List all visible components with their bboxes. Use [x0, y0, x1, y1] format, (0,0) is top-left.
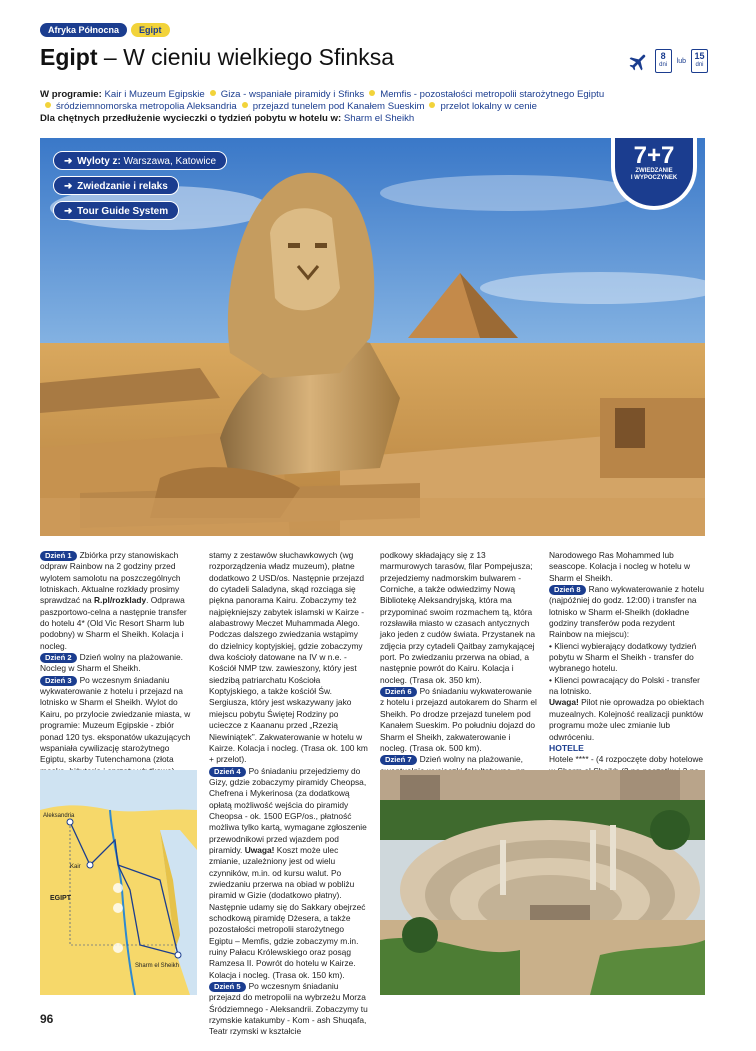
day-1-text: Dzień 1 Zbiórka przy stanowiskach odpraw Rainbow na 2 godziny przed wylotem samolotu na poszczególnych lotniskach. Aktualne rozkłady prosimy sprawdzać na R.pl/rozklady. Odprawa paszportowo-celna a następnie transfer do hotelu 4* (Old Vic Resort Sharm lub podobny) w Sharm el Sheikh. Kolacja i nocleg. [40, 550, 187, 651]
breadcrumb-region[interactable]: Afryka Północna [40, 23, 127, 37]
day-4-text: Dzień 4 Po śniadaniu przejedziemy do Gizy, gdzie zobaczymy piramidy Cheopsa, Chefrena i Mykerinosa (za dodatkową opłatą możliwość wejścia do piramidy Cheopsa - ok. 1500 EGP/os., płatność możliwa tylko kartą, wymagane zgłoszenie przewodnikowi przed wjazdem pod piramidy. Uwaga! Koszt może ulec zmianie, uzależniony jest od wielu czynników, m.in. od kursu walut. Po zwiedzaniu przerwa na obiad w pobliżu piramid w Gizie (dodatkowo płatny). Następnie udamy się do Sakkary obejrzeć schodkową piramidę Dżesera, a także pozostałości metropolii starożytnego Egiptu – Memfis, gdzie zobaczymy m.in. ruiny Pałacu Królewskiego oraz posąg Ramzesa II. Powrót do hotelu w Kairze. Kolacja i nocleg. (Trasa ok. 150 km). [209, 765, 367, 980]
route-map [40, 770, 197, 995]
page-title [40, 44, 394, 71]
program-item: śródziemnomorska metropolia Aleksandria [56, 101, 237, 113]
breadcrumb [40, 23, 170, 37]
note-text: Uwaga! Pilot nie oprowadza po obiektach muzealnych. Kolejność realizacji punktów programu może ulec zmianie lub odwróceniu. [549, 697, 705, 742]
program-item: Kair i Muzeum Egipskie [104, 89, 205, 100]
day-5-continued: podkowy składający się z 13 marmurowych tarasów, filar Pompejusza; przejedziemy nadmorskim bulwarem - Corniche, a także odwiedzimy Nową Bibliotekę Aleksandryjską, która ma przypominać swoim rozmachem tą, która rozsławiła miasto w czasach antycznych jako jeden z cudów świata. Przystanek na zdjęcia przy cytadeli Qaitbay zamykającej port. Po zwiedzaniu przerwa na obiad, a następnie powrót do Kairu. Kolacja i nocleg. (Trasa ok. 350 km). [380, 550, 536, 685]
day-5-text: Dzień 5 Po wczesnym śniadaniu przejazd do metropolii na wybrzeżu Morza Śródziemnego - Aleksandrii. Zobaczymy tu rzymskie katakumby - Kom - ash Shuqafa, Teatr rzymski w kształcie [209, 981, 368, 1037]
day-badge: Dzień 4 [209, 767, 246, 777]
extension-place: Sharm el Sheikh [343, 113, 415, 125]
day-badge: Dzień 5 [209, 982, 246, 992]
hotels-heading: HOTELE [549, 742, 584, 753]
day-8-bullet-2: • Klienci powracający do Polski - transfer na lotnisko. [549, 674, 700, 697]
arrow-right-icon: ➜ [64, 206, 73, 217]
day-badge: Dzień 7 [380, 755, 417, 765]
calendar-icon-15: 15 dni [691, 49, 708, 73]
hotels-text: Hotele **** - (4 rozpoczęte doby hotelowe [549, 754, 704, 765]
title-country: Egipt [40, 44, 98, 70]
pill-tour-guide[interactable]: ➜ Tour Guide System [53, 201, 179, 220]
program-summary [40, 89, 680, 126]
duration-info [628, 49, 708, 73]
map-country-label: EGIPT [50, 895, 72, 902]
bullet-dot-icon [210, 90, 216, 96]
bullet-dot-icon [369, 90, 375, 96]
day-6-text: Dzień 6 Po śniadaniu wykwaterowanie z hotelu i przejazd autokarem do Sharm el Sheikh. Po drodze przejazd tunelem pod Kanałem Sueskim. Po południu dojazd do Sharm el Sheikh, zakwaterowanie i nocleg. (Trasa ok. 500 km). [380, 686, 537, 753]
pill-departures[interactable]: ➜ Wyloty z: Warszawa, Katowice [53, 151, 227, 170]
day-badge: Dzień 8 [549, 585, 586, 595]
program-item: Memfis - pozostałości metropolii starożytnego Egiptu [380, 89, 605, 100]
hero-photo-sphinx [40, 138, 705, 536]
calendar-icon-8: 8 dni [655, 49, 672, 73]
arrow-right-icon: ➜ [64, 156, 73, 167]
itinerary-column-2 [209, 550, 369, 1038]
plane-icon [628, 50, 650, 72]
duration-or: lub [676, 57, 686, 65]
day-badge: Dzień 6 [380, 687, 417, 697]
amphitheatre-illustration [380, 770, 705, 995]
arrow-right-icon: ➜ [64, 181, 73, 192]
egypt-map [40, 770, 197, 995]
pill-sightseeing[interactable]: ➜ Zwiedzanie i relaks [53, 176, 179, 195]
itinerary-column-1 [40, 550, 197, 788]
program-item: przejazd tunelem pod Kanałem Sueskim [252, 101, 425, 113]
day-badge: Dzień 1 [40, 551, 77, 561]
itinerary-column-3 [380, 550, 537, 788]
day-badge: Dzień 3 [40, 676, 77, 686]
program-label: W programie: [40, 89, 102, 100]
day-7-continued: Narodowego Ras Mohammed lub seascope. Kolacja i nocleg w hotelu w Sharm el Sheikh. [549, 550, 691, 583]
map-city-cairo: Kair [70, 864, 81, 870]
day-2-text: Dzień 2 Dzień wolny na plażowanie. Nocleg w Sharm el Sheikh. [40, 652, 183, 674]
schedule-link[interactable]: R.pl/rozklady [94, 595, 147, 606]
day-3-text: Dzień 3 Po wczesnym śniadaniu wykwaterowanie z hotelu i przejazd na lotnisko w Sharm el Sheikh. Wylot do Kairu, po przylocie zwiedzanie miasta, w programie: Muzeum Egipskie - zbiór ponad 120 tys. eksponatów ukazujących wspaniała cywilizację starożytnego Egiptu, skarby Tutenchamona (złota [40, 674, 191, 765]
map-city-alexandria: Aleksandria [43, 813, 75, 819]
day-3-continued: stamy z zestawów słuchawkowych (wg rozporządzenia władz muzeum), płatne dodatkowo 2 USD/os. Następnie przejazd do cytadeli Saladyna, skąd rozciąga się piękna panorama Kairu. Zobaczymy też najpiękniejszy zabytek islamski w Kairze - alabastrowy Meczet Muhammada Alego. Podczas dalszego zwiedzania wstąpimy do dzielnicy koptyjskiej, gdzie zobaczymy dwa kościoły datowane na IV w n.e. - Kościół NMP tzw. zawieszony, który jest siedzibą patriarchatu Kościoła Koptyjskiego, a także kościół Św. Sergiusza, który jest wskazywany jako miejscu pobytu Świętej Rodziny po ucieczce z Kaananu przed „Rzezią Niewiniątek”. Zakwaterowanie w hotelu w Kairze. Kolacja i nocleg. (Trasa ok. 100 km + przelot). [209, 550, 368, 765]
extension-label: Dla chętnych przedłużenie wycieczki o tydzień pobytu w hotelu w: [40, 113, 342, 125]
bullet-dot-icon [242, 102, 248, 108]
program-item: przelot lokalny w cenie [440, 101, 538, 113]
day-badge: Dzień 2 [40, 653, 77, 663]
photo-roman-theatre [380, 770, 705, 995]
title-subtitle: – W cieniu wielkiego Sfinksa [97, 44, 395, 70]
sphinx-illustration [40, 138, 705, 536]
day-8-text: Dzień 8 Rano wykwaterowanie z hotelu (najpóźniej do godz. 12:00) i transfer na lotnisko w Sharm el-Sheikh (dokładne godziny transferów poda rezydent Rainbow na miejscu): [549, 584, 705, 640]
page-number: 96 [40, 1012, 54, 1026]
program-item: Giza - wspaniałe piramidy i Sfinks [220, 89, 365, 100]
day-7-text: Dzień 7 Dzień wolny na plażowanie, [380, 754, 537, 788]
map-city-sharm: Sharm el Sheikh [135, 963, 180, 969]
bullet-dot-icon [429, 102, 435, 108]
itinerary-column-4 [549, 550, 705, 788]
breadcrumb-country[interactable]: Egipt [131, 23, 170, 37]
badge-7plus7: 7+7 ZWIEDZANIE I WYPOCZYNEK [611, 138, 697, 210]
bullet-dot-icon [45, 102, 51, 108]
day-8-bullet-1: • Klienci wybierający dodatkowy tydzień pobytu w Sharm el Sheikh - transfer do wybranego hotelu. [549, 640, 697, 674]
